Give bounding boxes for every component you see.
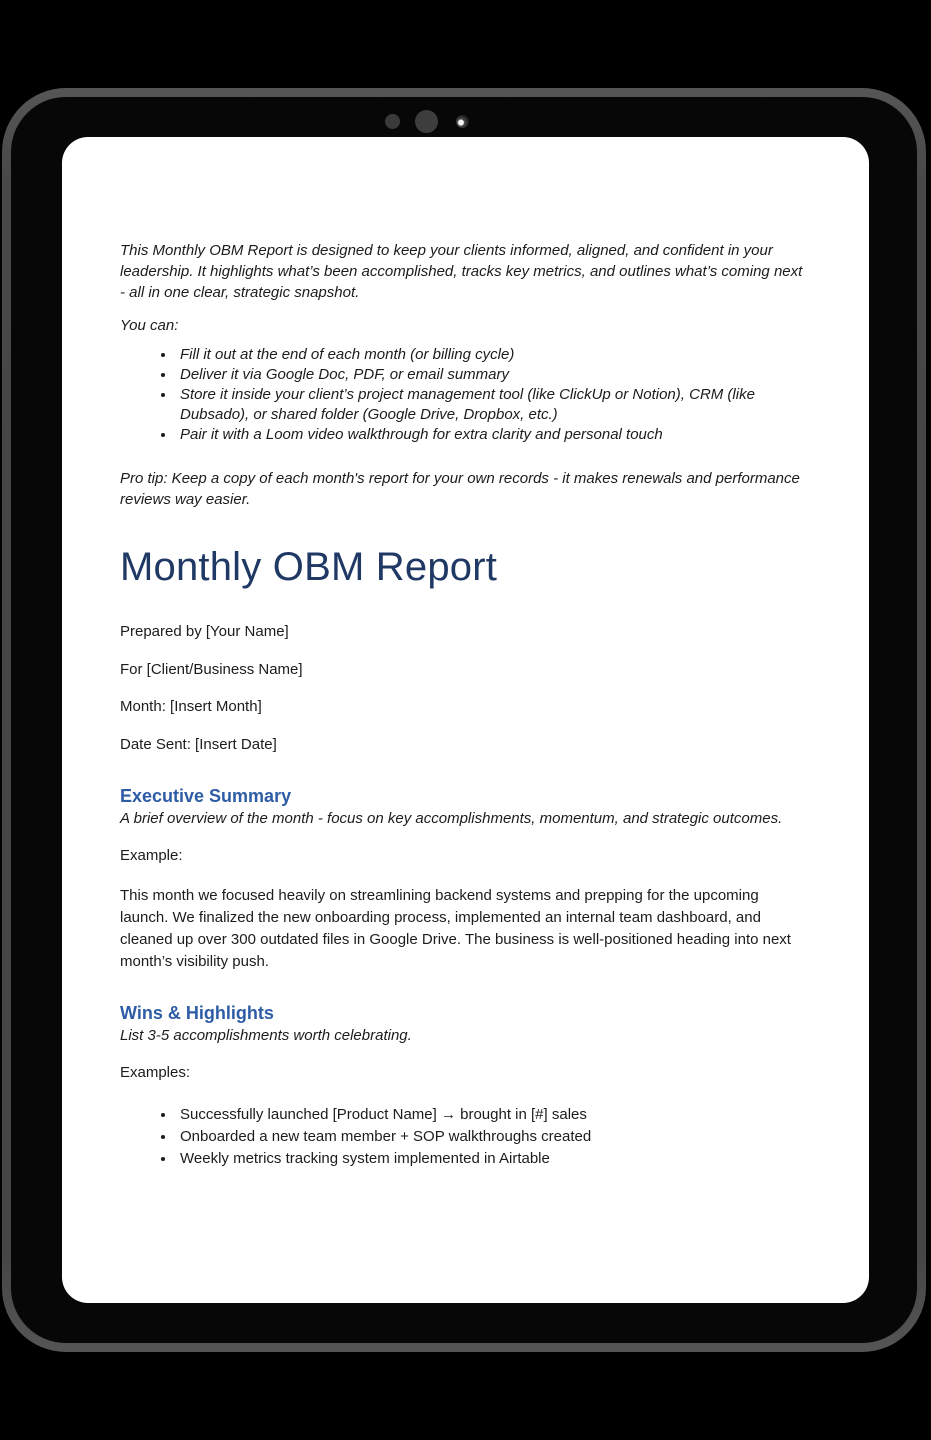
date-sent-line: Date Sent: [Insert Date] <box>120 735 277 753</box>
list-item: • Pair it with a Loom video walkthrough for extra clarity and personal touch <box>176 425 811 445</box>
ambient-sensor-icon <box>385 114 400 129</box>
examples-label: Examples: <box>120 1063 191 1081</box>
executive-summary-example-text: This month we focused heavily on streamlining backend systems and prepping for the upcoming launch. We finalized the new onboarding process, implemented an internal team dashboard, and cleaned up over 300 outdated files in Google Drive. The business is well-positioned heading into next month’s visibility push. <box>120 886 791 970</box>
document-page <box>62 137 869 1303</box>
you-can-list <box>120 345 811 445</box>
page-title: Monthly OBM Report <box>120 545 498 589</box>
list-item: • Fill it out at the end of each month (or billing cycle) <box>176 345 811 365</box>
list-item: • Successfully launched [Product Name] → brought in [#] sales <box>176 1104 811 1126</box>
example-label: Example: <box>120 846 183 864</box>
list-item: • Onboarded a new team member + SOP walkthroughs created <box>176 1126 811 1148</box>
pro-tip-paragraph: Pro tip: Keep a copy of each month's report for your own records - it makes renewals and performance reviews way easier. <box>120 470 800 508</box>
tablet-bezel <box>11 97 917 1343</box>
report-meta-block <box>120 621 811 755</box>
camera-cluster <box>11 97 917 137</box>
prepared-by-line: Prepared by [Your Name] <box>120 623 289 640</box>
list-item: • Deliver it via Google Doc, PDF, or email summary <box>176 365 811 385</box>
month-line: Month: [Insert Month] <box>120 698 262 715</box>
list-item: • Weekly metrics tracking system implemented in Airtable <box>176 1148 811 1170</box>
intro-paragraph: This Monthly OBM Report is designed to keep your clients informed, aligned, and confident in your leadership. It highlights what’s been accomplished, tracks key metrics, and outlines what’s coming next - all in one clear, strategic snapshot. <box>120 242 803 301</box>
wins-highlights-description: List 3-5 accomplishments worth celebrating. <box>120 1026 412 1044</box>
list-item: • Store it inside your client’s project management tool (like ClickUp or Notion), CRM (like Dubsado), or shared folder (Google Drive, Dropbox, etc.) <box>176 385 811 425</box>
executive-summary-description: A brief overview of the month - focus on key accomplishments, momentum, and strategic outcomes. <box>120 809 783 827</box>
front-camera-icon <box>415 110 438 133</box>
document-content <box>62 137 869 1170</box>
section-heading-wins-highlights: Wins & Highlights <box>120 1002 274 1023</box>
you-can-label: You can: <box>120 317 179 334</box>
section-heading-executive-summary: Executive Summary <box>120 785 292 806</box>
tablet-frame-edge <box>2 88 926 1352</box>
camera-lens-icon <box>456 115 469 128</box>
client-name-line: For [Client/Business Name] <box>120 660 303 678</box>
wins-examples-list <box>120 1104 811 1170</box>
